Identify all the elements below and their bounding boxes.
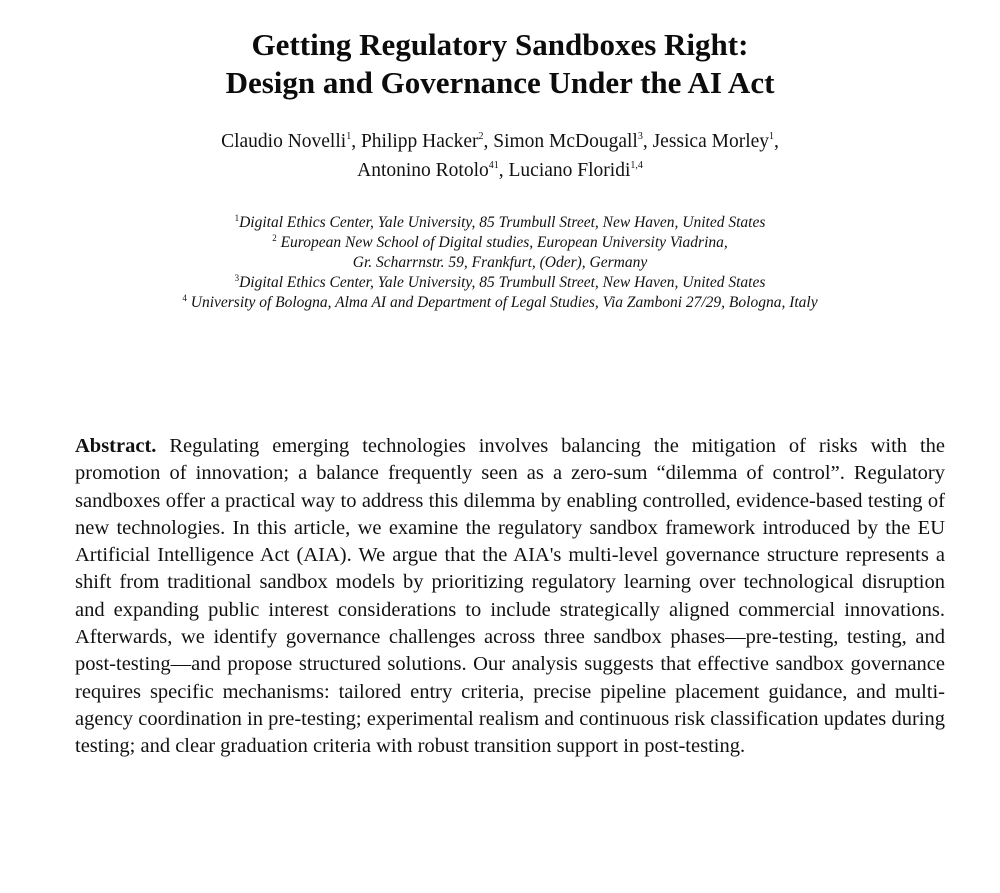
author-name: Simon McDougall <box>493 131 638 152</box>
author-affil-marker: 41 <box>488 160 499 171</box>
affiliation-item: $^4$ University of Bologna, Alma AI and Department of Legal Studies, Via Zamboni 27/29, Bologna, Italy <box>182 293 818 311</box>
author-line-1: Claudio Novelli$^1$, Philipp Hacker$^2$, Simon McDougall$^3$, Jessica Morley$^1$, <box>221 131 779 152</box>
abstract-heading: Abstract. <box>75 435 157 457</box>
author-list <box>0 127 1000 185</box>
title-line-2: Design and Governance Under the AI Act <box>225 65 775 100</box>
abstract-paragraph <box>75 433 945 761</box>
title-line-1: Getting Regulatory Sandboxes Right: <box>251 27 749 62</box>
author-name: Jessica Morley <box>652 131 770 152</box>
author-affil-marker: 3 <box>637 131 643 142</box>
author-affil-marker: 1 <box>769 131 775 142</box>
paper-title <box>0 26 1000 102</box>
author-affil-marker: 2 <box>478 131 484 142</box>
affiliation-item: $^2$ European New School of Digital studies, European University Viadrina, <box>272 233 728 251</box>
author-affil-marker: 1,4 <box>630 160 643 171</box>
affiliation-item: $^1$Digital Ethics Center, Yale University, 85 Trumbull Street, New Haven, United States <box>234 213 766 231</box>
author-name: Philipp Hacker <box>360 131 479 152</box>
author-name: Antonino Rotolo <box>357 160 489 181</box>
author-affil-marker: 1 <box>346 131 352 142</box>
author-name: Claudio Novelli <box>221 131 347 152</box>
abstract-body: Regulating emerging technologies involves balancing the mitigation of risks with the promotion of innovation; a balance frequently seen as a zero-sum “dilemma of control”. Regulatory sandboxes offer a practical way to address this dilemma by enabling controlled, evidence-based testing of new technologies. In this article, we examine the regulatory sandbox framework introduced by the EU Artificial Intelligence Act (AIA). We argue that the AIA's multi-level governance structure represents a shift from traditional sandbox models by prioritizing regulatory learning over technological disruption and expanding public interest considerations to include strategically aligned commercial innovations. Afterwards, we identify governance challenges across three sandbox phases—pre-testing, testing, and post-testing—and propose structured solutions. Our analysis suggests that effective sandbox governance requires specific mechanisms: tailored entry criteria, precise pipeline placement guidance, and multi-agency coordination in pre-testing; experimental realism and continuous risk classification updates during testing; and clear graduation criteria with robust transition support in post-testing. <box>75 435 945 758</box>
author-line-2: Antonino Rotolo$^{41}$, Luciano Floridi$^{1,4}$ <box>357 160 643 181</box>
affiliation-list <box>0 213 1000 313</box>
affiliation-item: $^3$Digital Ethics Center, Yale University, 85 Trumbull Street, New Haven, United States <box>234 273 766 291</box>
author-name: Luciano Floridi <box>508 160 631 181</box>
affiliation-item: Gr. Scharrnstr. 59, Frankfurt, (Oder), Germany <box>352 254 648 271</box>
